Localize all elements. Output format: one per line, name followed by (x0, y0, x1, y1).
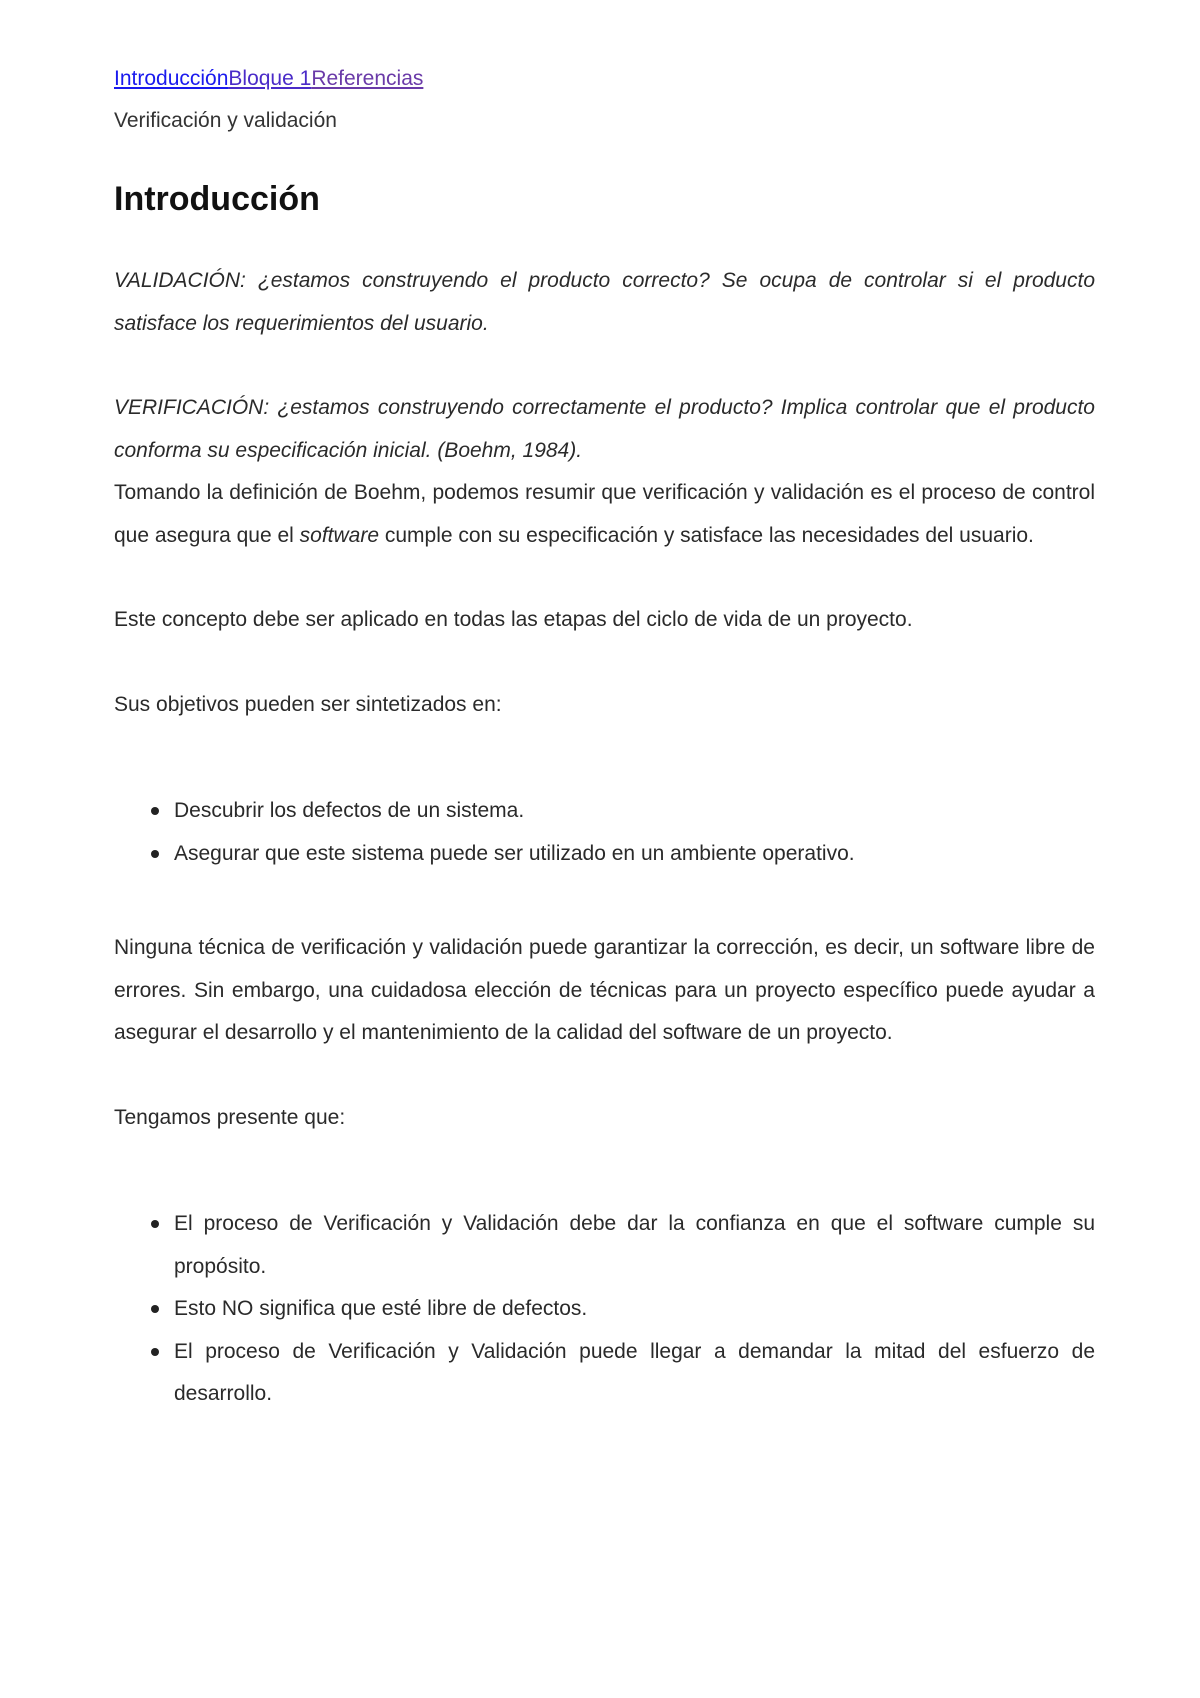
objectives-list (114, 790, 1095, 875)
boehm-text-after: cumple con su especificación y satisface las necesidades del usuario. (379, 523, 1034, 547)
nav-link-referencias[interactable]: Referencias (311, 67, 424, 90)
ninguna-paragraph: Ninguna técnica de verificación y validación puede garantizar la corrección, es decir, un software libre de errores. Sin embargo, una cuidadosa elección de técnicas para un proyecto específico puede ayudar a asegurar el desarrollo y el mantenimiento de la calidad del software de un proyecto. (114, 936, 1095, 1044)
boehm-text-before: Tomando la definición de Boehm, podemos resumir que verificación y validación es el proceso de control que asegura que el (114, 481, 1095, 547)
section-heading: Introducción (114, 180, 320, 218)
validation-text: Se ocupa de controlar si el producto satisface los requerimientos del usuario. (114, 269, 1095, 335)
verification-text: Implica controlar que el producto conforma su especificación inicial. (Boehm, 1984). (114, 396, 1095, 462)
verification-paragraph (114, 387, 1095, 472)
list-item: Descubrir los defectos de un sistema. (174, 790, 1095, 833)
validation-paragraph (114, 260, 1095, 345)
boehm-paragraph (114, 472, 1095, 557)
tengamos-paragraph: Tengamos presente que: (114, 1105, 346, 1129)
list-item: El proceso de Verificación y Validación debe dar la confianza en que el software cumple su propósito. (174, 1203, 1095, 1288)
validation-label: VALIDACIÓN: ¿estamos construyendo el producto correcto? (114, 269, 710, 292)
list-item: El proceso de Verificación y Validación puede llegar a demandar la mitad del esfuerzo de desarrollo. (174, 1331, 1095, 1416)
boehm-software-italic: software (299, 523, 380, 547)
document-subtitle: Verificación y validación (114, 109, 337, 132)
list-item: Asegurar que este sistema puede ser utilizado en un ambiente operativo. (174, 833, 1095, 876)
list-item: Esto NO significa que esté libre de defectos. (174, 1288, 1095, 1331)
concept-paragraph: Este concepto debe ser aplicado en todas las etapas del ciclo de vida de un proyecto. (114, 608, 913, 631)
objectives-intro: Sus objetivos pueden ser sintetizados en: (114, 692, 502, 716)
nav-links (114, 62, 1095, 96)
verification-label: VERIFICACIÓN: ¿estamos construyendo correctamente el producto? (114, 396, 773, 419)
nav-link-introduccion[interactable]: Introducción (114, 67, 229, 90)
remarks-list (114, 1203, 1095, 1416)
nav-link-bloque-1[interactable]: Bloque 1 (228, 67, 312, 90)
